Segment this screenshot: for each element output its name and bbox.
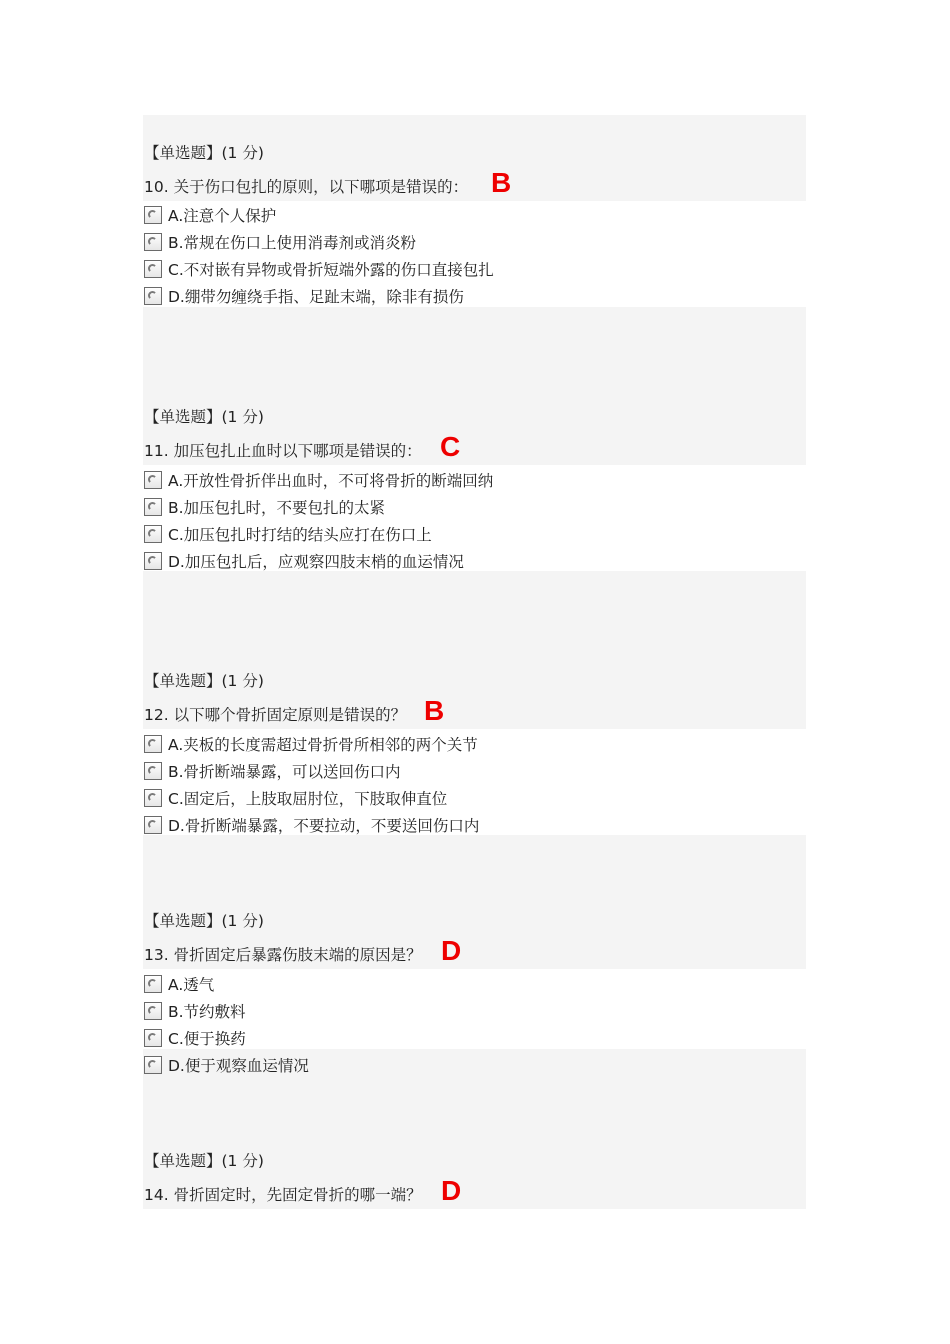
radio-button[interactable] <box>144 471 162 489</box>
option-label: B.骨折断端暴露，可以送回伤口内 <box>168 763 401 781</box>
option-label: A.开放性骨折伴出血时，不可将骨折的断端回纳 <box>168 472 494 490</box>
question-type-tag: 【单选题】(1 分) <box>144 144 264 162</box>
question-stem: 10. 关于伤口包扎的原则，以下哪项是错误的： <box>144 178 469 196</box>
option-b[interactable] <box>144 496 385 518</box>
option-d[interactable] <box>144 285 464 307</box>
option-label: A.注意个人保护 <box>168 207 277 225</box>
option-label: C.不对嵌有异物或骨折短端外露的伤口直接包扎 <box>168 261 494 279</box>
option-c[interactable] <box>144 1027 246 1049</box>
option-d[interactable] <box>144 1054 309 1076</box>
option-a[interactable] <box>144 733 478 755</box>
option-a[interactable] <box>144 469 493 491</box>
answer-mark: B <box>491 167 512 198</box>
option-c[interactable] <box>144 258 494 280</box>
option-label: C.便于换药 <box>168 1030 246 1048</box>
option-label: B.节约敷料 <box>168 1003 246 1021</box>
question-type-tag: 【单选题】(1 分) <box>144 672 264 690</box>
option-label: D.绷带勿缠绕手指、足趾末端，除非有损伤 <box>168 288 464 306</box>
radio-button[interactable] <box>144 762 162 780</box>
option-label: B.加压包扎时，不要包扎的太紧 <box>168 499 386 517</box>
option-label: B.常规在伤口上使用消毒剂或消炎粉 <box>168 234 417 252</box>
option-label: D.加压包扎后，应观察四肢末梢的血运情况 <box>168 553 464 571</box>
option-c[interactable] <box>144 787 447 809</box>
radio-button[interactable] <box>144 816 162 834</box>
radio-button[interactable] <box>144 975 162 993</box>
option-a[interactable] <box>144 973 214 995</box>
option-b[interactable] <box>144 231 416 253</box>
option-label: D.便于观察血运情况 <box>168 1057 309 1075</box>
answer-mark: B <box>424 695 445 726</box>
question-type-tag: 【单选题】(1 分) <box>144 1152 264 1170</box>
option-b[interactable] <box>144 1000 246 1022</box>
question-stem: 12. 以下哪个骨折固定原则是错误的？ <box>144 706 407 724</box>
radio-button[interactable] <box>144 498 162 516</box>
question-type-tag: 【单选题】(1 分) <box>144 912 264 930</box>
option-b[interactable] <box>144 760 401 782</box>
answer-mark: C <box>440 431 461 462</box>
answer-mark: D <box>441 935 462 966</box>
radio-button[interactable] <box>144 1029 162 1047</box>
radio-button[interactable] <box>144 260 162 278</box>
option-label: A.透气 <box>168 976 215 994</box>
question-type-tag: 【单选题】(1 分) <box>144 408 264 426</box>
option-label: A.夹板的长度需超过骨折骨所相邻的两个关节 <box>168 736 478 754</box>
option-d[interactable] <box>144 550 464 572</box>
radio-button[interactable] <box>144 206 162 224</box>
radio-button[interactable] <box>144 233 162 251</box>
radio-button[interactable] <box>144 735 162 753</box>
radio-button[interactable] <box>144 789 162 807</box>
option-label: C.固定后，上肢取屈肘位，下肢取伸直位 <box>168 790 448 808</box>
option-label: D.骨折断端暴露，不要拉动，不要送回伤口内 <box>168 817 480 835</box>
radio-button[interactable] <box>144 287 162 305</box>
question-stem: 11. 加压包扎止血时以下哪项是错误的： <box>144 442 422 460</box>
option-c[interactable] <box>144 523 432 545</box>
question-stem: 13. 骨折固定后暴露伤肢末端的原因是？ <box>144 946 422 964</box>
option-a[interactable] <box>144 204 276 226</box>
radio-button[interactable] <box>144 1056 162 1074</box>
radio-button[interactable] <box>144 552 162 570</box>
question-stem: 14. 骨折固定时，先固定骨折的哪一端？ <box>144 1186 422 1204</box>
radio-button[interactable] <box>144 525 162 543</box>
option-d[interactable] <box>144 814 479 836</box>
radio-button[interactable] <box>144 1002 162 1020</box>
answer-mark: D <box>441 1175 462 1206</box>
option-label: C.加压包扎时打结的结头应打在伤口上 <box>168 526 432 544</box>
